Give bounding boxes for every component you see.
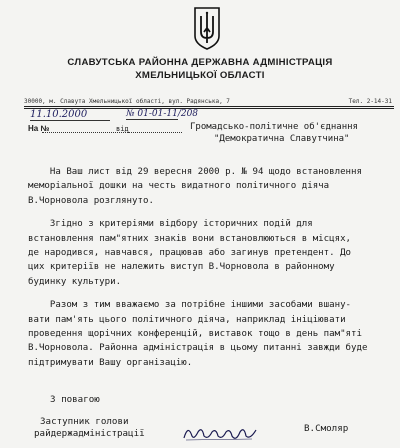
- closing-regards: З повагою: [50, 394, 100, 405]
- recipient-line2: "Демократична Славутчина": [214, 134, 350, 144]
- trident-emblem-icon: [192, 6, 222, 50]
- recipient-block: [190, 121, 358, 145]
- org-address: 30000, м. Славута Хмельницької області, вул. Радянська, 7: [24, 98, 230, 105]
- signatory-name: В.Смоляр: [304, 423, 349, 434]
- paragraph-3: [28, 298, 393, 370]
- reference-date-line: [128, 132, 182, 133]
- body-line: будинку культури.: [28, 276, 122, 287]
- signatory-role-line1: Заступник голови: [40, 416, 129, 427]
- body-line: В.Чорновола розглянуто.: [28, 195, 154, 206]
- body-line: В.Чорновола. Районна адміністрація в цьому питанні завжди буде: [28, 343, 368, 354]
- header-rule-top: [24, 106, 394, 107]
- body-line: вати пам'ять цього політичного діяча, наприклад ініціювати: [28, 314, 346, 325]
- handwritten-signature: [180, 420, 260, 444]
- body-line: цих критеріїв не належить виступ В.Чорновола в районному: [28, 262, 335, 273]
- reference-number-label: На №: [28, 124, 50, 133]
- org-name-line1: СЛАВУТСЬКА РАЙОННА ДЕРЖАВНА АДМІНІСТРАЦІЯ: [67, 57, 333, 68]
- handwritten-number: № 01-01-11/208: [126, 109, 199, 119]
- body-line: На Ваш лист від 29 вересня 2000 р. № 94 щодо встановлення: [28, 167, 362, 177]
- body-line: меморіальної дошки на честь видатного політичного діяча: [28, 181, 330, 192]
- body-line: Згідно з критеріями відбору історичних подій для: [28, 219, 313, 230]
- body-line: проведення щорічних конференцій, виставок тощо в день пам"яті: [28, 329, 362, 340]
- body-line: встановлення пам"ятних знаків вони встановлюються в місцях,: [28, 233, 352, 244]
- paragraph-1: [28, 165, 393, 208]
- body-line: Разом з тим вважаємо за потрібне іншими засобами вшану-: [28, 300, 352, 311]
- paragraph-2: [28, 217, 393, 289]
- letter-body: [28, 165, 393, 379]
- signatory-role-line2: райдержадміністрації: [34, 428, 145, 439]
- org-name-line2: ХМЕЛЬНИЦЬКОЇ ОБЛАСТІ: [135, 70, 265, 81]
- body-line: де народився, навчався, працював або загинув претендент. До: [28, 248, 352, 259]
- org-phone: Тел. 2-14-31: [348, 98, 392, 105]
- reference-date-label: від: [116, 125, 129, 133]
- signatory-role: [34, 416, 145, 440]
- handwritten-date: 11.10.2000: [30, 109, 110, 121]
- body-line: підтримувати Вашу організацію.: [28, 357, 193, 368]
- recipient-line1: Громадсько-політичне об'єднання: [190, 122, 358, 132]
